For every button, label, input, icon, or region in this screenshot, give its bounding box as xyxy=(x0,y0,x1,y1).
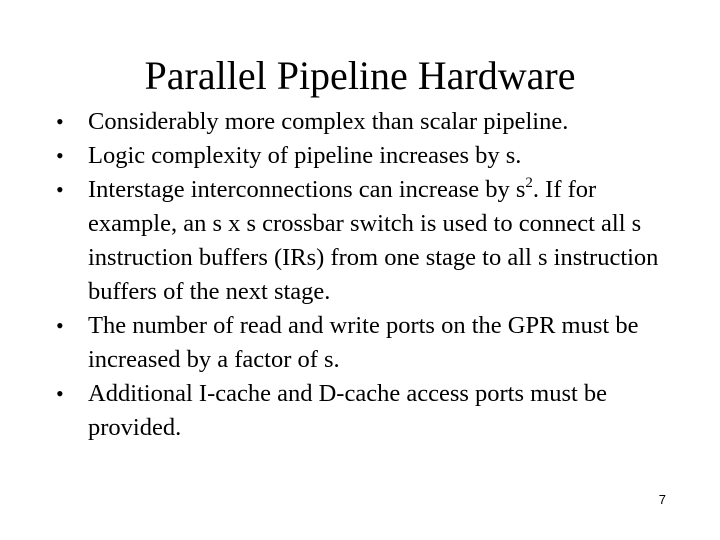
bullet-text-part: . If for example, an s x s crossbar switch is used to connect all s instruction buffers (IRs) from one stage to all s instruction buffers of the next stage. xyxy=(88,176,659,305)
bullet-item xyxy=(56,309,676,377)
bullet-text: Logic complexity of pipeline increases by s. xyxy=(88,142,522,169)
bullet-icon: • xyxy=(56,143,64,168)
page-number: 7 xyxy=(658,492,666,507)
bullet-icon: • xyxy=(56,381,64,406)
bullet-text: The number of read and write ports on the GPR must be increased by a factor of s. xyxy=(88,312,639,373)
bullet-text xyxy=(88,173,676,309)
bullet-item xyxy=(56,173,676,309)
bullet-item xyxy=(56,377,676,445)
bullet-text: Considerably more complex than scalar pipeline. xyxy=(88,108,569,135)
bullet-text-part: Interstage interconnections can increase by s xyxy=(88,176,526,203)
bullet-icon: • xyxy=(56,177,64,202)
bullet-item xyxy=(56,105,676,139)
bullet-text: Additional I-cache and D-cache access ports must be provided. xyxy=(88,380,608,441)
bullet-icon: • xyxy=(56,313,64,338)
bullet-item xyxy=(56,139,676,173)
bullet-list xyxy=(56,105,676,445)
slide-title: Parallel Pipeline Hardware xyxy=(144,53,576,98)
bullet-icon: • xyxy=(56,109,64,134)
superscript: 2 xyxy=(525,175,533,191)
